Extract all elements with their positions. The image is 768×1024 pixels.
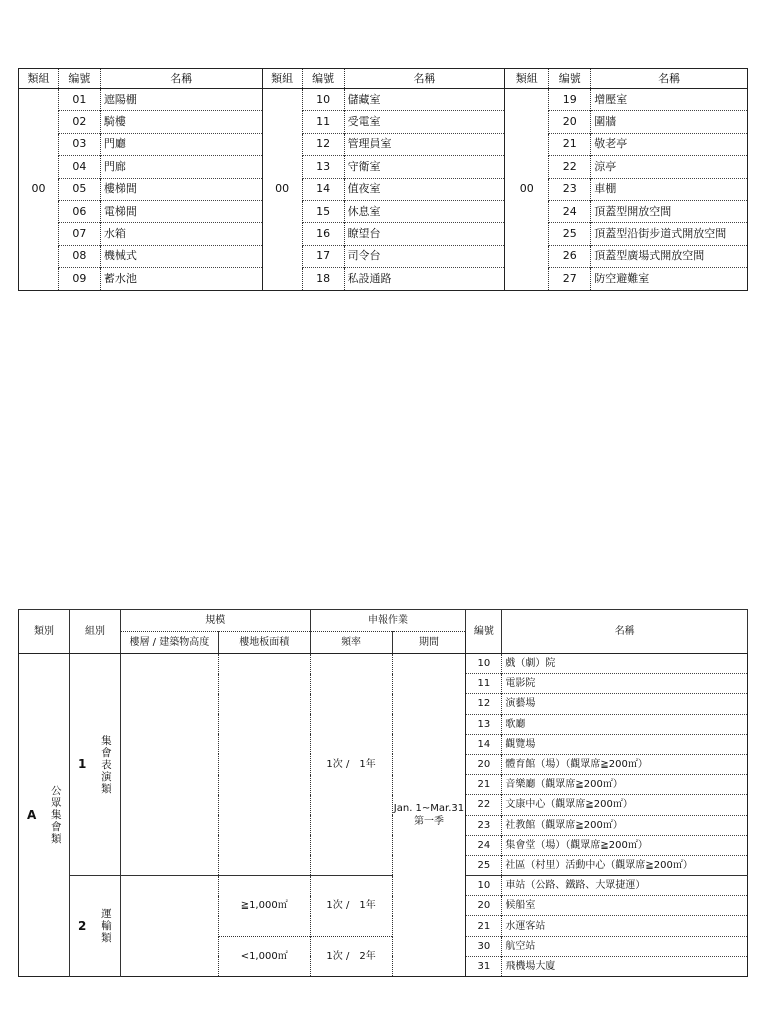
name-cell: 航空站 xyxy=(502,936,748,956)
name-cell: 騎樓 xyxy=(100,111,262,133)
name-cell: 頂蓋型開放空間 xyxy=(591,200,748,222)
period-quarter: 第一季 xyxy=(413,816,444,827)
table-row xyxy=(19,133,748,155)
header-group: 組別 xyxy=(69,610,120,654)
code-cell: 24 xyxy=(466,835,502,855)
name-cell: 電梯間 xyxy=(100,200,262,222)
code-cell: 10 xyxy=(302,89,344,111)
header-frequency: 頻率 xyxy=(310,632,392,654)
name-cell: 門廊 xyxy=(100,156,262,178)
group-cell: 00 xyxy=(262,89,302,291)
code-cell: 13 xyxy=(466,714,502,734)
name-cell: 水箱 xyxy=(100,223,262,245)
code-cell: 20 xyxy=(549,111,591,133)
name-cell: 電影院 xyxy=(502,674,748,694)
code-cell: 24 xyxy=(549,200,591,222)
code-cell: 01 xyxy=(58,89,100,111)
header-floors: 樓層 / 建築物高度 xyxy=(120,632,218,654)
name-cell: 涼亭 xyxy=(591,156,748,178)
name-cell: 值夜室 xyxy=(344,178,505,200)
table-row xyxy=(19,200,748,222)
code-cell: 05 xyxy=(58,178,100,200)
group-number: 1 xyxy=(77,757,87,772)
code-cell: 26 xyxy=(549,245,591,267)
table-row xyxy=(19,223,748,245)
name-cell: 蓄水池 xyxy=(100,268,262,290)
table-row xyxy=(19,245,748,267)
name-cell: 遮陽棚 xyxy=(100,89,262,111)
code-cell: 19 xyxy=(549,89,591,111)
group-cell: 00 xyxy=(31,182,46,196)
frequency-cell: 1次 / 1年 xyxy=(310,876,392,937)
header-group: 類組 xyxy=(19,69,59,89)
code-cell: 14 xyxy=(466,734,502,754)
code-cell: 14 xyxy=(302,178,344,200)
name-cell: 司令台 xyxy=(344,245,505,267)
code-cell: 25 xyxy=(549,223,591,245)
header-category: 類別 xyxy=(19,610,70,654)
area-cell: <1,000㎡ xyxy=(218,936,310,976)
code-cell: 10 xyxy=(466,876,502,896)
code-cell: 13 xyxy=(302,156,344,178)
code-cell: 12 xyxy=(466,694,502,714)
frequency-cell: 1次 / 1年 xyxy=(310,654,392,876)
group-cell xyxy=(69,876,120,977)
name-cell: 增壓室 xyxy=(591,89,748,111)
name-cell: 儲藏室 xyxy=(344,89,505,111)
name-cell: 社教館（觀眾席≧200㎡） xyxy=(502,815,748,835)
name-cell: 門廳 xyxy=(100,133,262,155)
header-group: 類組 xyxy=(505,69,549,89)
name-cell: 音樂廳（觀眾席≧200㎡） xyxy=(502,775,748,795)
code-cell: 12 xyxy=(302,133,344,155)
header-area: 樓地板面積 xyxy=(218,632,310,654)
name-cell: 頂蓋型廣場式開放空間 xyxy=(591,245,748,267)
header-name: 名稱 xyxy=(100,69,262,89)
name-cell: 頂蓋型沿街步道式開放空間 xyxy=(591,223,748,245)
name-cell: 管理員室 xyxy=(344,133,505,155)
name-cell: 水運客站 xyxy=(502,916,748,936)
table1-header-row xyxy=(19,69,748,89)
name-cell: 演藝場 xyxy=(502,694,748,714)
code-cell: 22 xyxy=(549,156,591,178)
name-cell: 受電室 xyxy=(344,111,505,133)
group-name: 運輸類 xyxy=(101,908,112,945)
code-cell: 02 xyxy=(58,111,100,133)
floors-cell xyxy=(120,876,218,977)
name-cell: 文康中心（觀眾席≧200㎡） xyxy=(502,795,748,815)
frequency-cell: 1次 / 2年 xyxy=(310,936,392,976)
table-row xyxy=(19,89,748,111)
name-cell: 機械式 xyxy=(100,245,262,267)
table-row xyxy=(19,111,748,133)
code-cell: 27 xyxy=(549,268,591,290)
name-cell: 集會堂（場）（觀眾席≧200㎡） xyxy=(502,835,748,855)
area-cell xyxy=(218,654,310,876)
code-cell: 21 xyxy=(466,775,502,795)
name-cell: 戲（劇）院 xyxy=(505,658,556,670)
name-cell: 車站（公路、鐵路、大眾捷運） xyxy=(502,876,748,896)
name-cell: 社區（村里）活動中心（觀眾席≧200㎡） xyxy=(502,855,748,875)
header-name: 名稱 xyxy=(502,610,748,654)
code-cell: 10 xyxy=(466,654,502,674)
group-cell xyxy=(69,654,120,876)
header-group: 類組 xyxy=(262,69,302,89)
header-name: 名稱 xyxy=(344,69,505,89)
header-code: 编號 xyxy=(302,69,344,89)
category-name: 公眾集會類 xyxy=(51,785,62,845)
area-cell: ≧1,000㎡ xyxy=(218,876,310,937)
code-cell: 11 xyxy=(466,674,502,694)
name-cell: 樓梯間 xyxy=(100,178,262,200)
code-cell: 23 xyxy=(549,178,591,200)
code-cell: 08 xyxy=(58,245,100,267)
code-cell: 23 xyxy=(466,815,502,835)
name-cell: 車棚 xyxy=(591,178,748,200)
code-cell: 07 xyxy=(58,223,100,245)
code-cell: 03 xyxy=(58,133,100,155)
name-cell: 私設通路 xyxy=(344,268,505,290)
floors-cell xyxy=(120,654,218,876)
header-declare: 申報作業 xyxy=(310,610,466,632)
code-cell: 18 xyxy=(302,268,344,290)
table-row xyxy=(19,876,748,896)
header-code: 编號 xyxy=(58,69,100,89)
code-cell: 15 xyxy=(302,200,344,222)
period-dates: Jan. 1~Mar.31 xyxy=(393,803,465,814)
table2-header-row xyxy=(19,610,748,632)
name-cell: 體育館（場）（觀眾席≧200㎡） xyxy=(502,754,748,774)
inspection-schedule-table xyxy=(18,609,748,977)
code-cell: 22 xyxy=(466,795,502,815)
name-cell: 防空避難室 xyxy=(591,268,748,290)
group-name: 集會表演類 xyxy=(101,734,112,795)
category-letter: A xyxy=(27,807,37,822)
code-cell: 21 xyxy=(549,133,591,155)
code-cell: 20 xyxy=(466,754,502,774)
name-cell: 瞭望台 xyxy=(344,223,505,245)
facility-code-table xyxy=(18,68,748,291)
header-name: 名稱 xyxy=(591,69,748,89)
table-row xyxy=(19,156,748,178)
code-cell: 31 xyxy=(466,956,502,976)
header-code: 編號 xyxy=(466,610,502,654)
table-row xyxy=(19,654,748,674)
name-cell: 敬老亭 xyxy=(591,133,748,155)
group-cell: 00 xyxy=(505,89,549,291)
name-cell: 歌廳 xyxy=(502,714,748,734)
code-cell: 30 xyxy=(466,936,502,956)
name-cell: 休息室 xyxy=(344,200,505,222)
name-cell: 守衛室 xyxy=(344,156,505,178)
table-row xyxy=(19,268,748,290)
name-cell: 圍牆 xyxy=(591,111,748,133)
code-cell: 17 xyxy=(302,245,344,267)
code-cell: 04 xyxy=(58,156,100,178)
group-number: 2 xyxy=(77,918,87,933)
header-scale: 規模 xyxy=(120,610,310,632)
period-cell xyxy=(392,654,466,977)
table-row xyxy=(19,178,748,200)
name-cell: 候船室 xyxy=(502,896,748,916)
header-period: 期間 xyxy=(392,632,466,654)
code-cell: 09 xyxy=(58,268,100,290)
code-cell: 20 xyxy=(466,896,502,916)
code-cell: 11 xyxy=(302,111,344,133)
name-cell: 觀覽場 xyxy=(502,734,748,754)
code-cell: 16 xyxy=(302,223,344,245)
code-cell: 21 xyxy=(466,916,502,936)
header-code: 编號 xyxy=(549,69,591,89)
code-cell: 06 xyxy=(58,200,100,222)
category-cell xyxy=(19,654,70,977)
code-cell: 25 xyxy=(466,855,502,875)
name-cell: 飛機場大廈 xyxy=(502,956,748,976)
